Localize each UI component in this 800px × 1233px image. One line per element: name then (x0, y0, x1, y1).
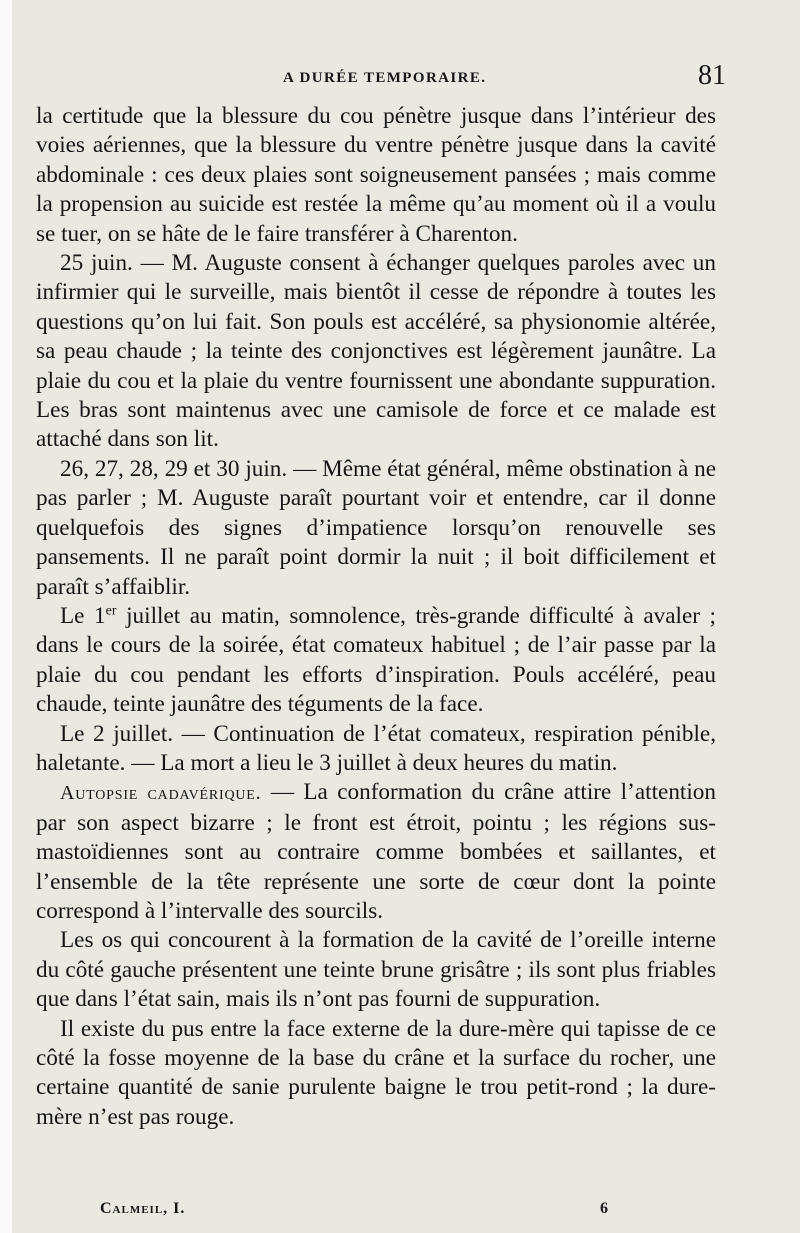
paragraph (36, 926, 716, 1014)
paragraph (36, 1015, 716, 1133)
paragraph-text: Le 2 juillet. — Continuation de l’état comateux, respiration pénible, haletante. — La mort a lieu le 3 juillet à deux heures du matin. (36, 720, 716, 776)
paragraph-text: juillet au matin, somnolence, très-grande difficulté à avaler ; dans le cours de la soirée, état comateux habituel ; de l’air passe par la plaie du cou pendant les efforts d’inspiration. Pouls accéléré, peau chaude, teinte jaunâtre des téguments de la face. (36, 602, 716, 718)
paragraph (36, 720, 716, 779)
section-heading: Autopsie cadavérique. (60, 782, 262, 805)
ordinal-superscript: er (105, 603, 117, 619)
paragraph-text: Il existe du pus entre la face externe de la dure-mère qui tapisse de ce côté la fosse moyenne de la base du crâne et la surface du rocher, une certaine quantité de sanie purulente baigne le trou petit-rond ; la dure-mère n’est pas rouge. (36, 1015, 716, 1130)
paragraph-text: 26, 27, 28, 29 et 30 juin. — Même état général, même obstination à ne pas parler ; M. Auguste paraît pourtant voir et entendre, car il donne quelquefois des signes d’impatience lorsqu’on renouvelle ses pansements. Il ne paraît point dormir la nuit ; il boit difficilement et paraît s’affaiblir. (36, 455, 716, 600)
paragraph (36, 102, 716, 249)
paragraph-text: Le 1 (60, 602, 106, 629)
page-edge (0, 0, 12, 1233)
paragraph-text: la certitude que la blessure du cou pénètre jusque dans l’intérieur des voies aériennes, que la blessure du ventre pénètre jusque dans la cavité abdominale : ces deux plaies sont soigneusement pansées ; mais comme la propension au suicide est restée la même qu’au moment où il a voulu se tuer, on se hâte de le faire transférer à Charenton. (36, 103, 716, 247)
paragraph (36, 778, 716, 926)
sheet-number: 6 (600, 1200, 608, 1217)
signature-mark: Calmeil, I. (100, 1200, 186, 1217)
paragraph (36, 602, 716, 720)
running-title: A DURÉE TEMPORAIRE. (283, 70, 487, 86)
page-header (36, 60, 726, 98)
page-number: 81 (698, 60, 726, 91)
paragraph-text: Les os qui concourent à la formation de la cavité de l’oreille interne du côté gauche présentent une teinte brune grisâtre ; ils sont plus friables que dans l’état sain, mais ils n’ont pas fourni de suppuration. (36, 927, 716, 1013)
page-footer (100, 1200, 620, 1226)
paragraph-text: 25 juin. — M. Auguste consent à échanger quelques paroles avec un infirmier qui le surveille, mais bientôt il cesse de répondre à toutes les questions qu’on lui fait. Son pouls est accéléré, sa physionomie altérée, sa peau chaude ; la teinte des conjonctives est légèrement jaunâtre. La plaie du cou et la plaie du ventre fournissent une abondante suppuration. Les bras sont maintenus avec une camisole de force et ce malade est attaché dans son lit. (36, 250, 716, 453)
paragraph (36, 249, 716, 455)
paragraph (36, 455, 716, 602)
paragraph-text: — La conformation du crâne attire l’attention par son aspect bizarre ; le front est étroit, pointu ; les régions sus-mastoïdiennes sont au contraire comme bombées et saillantes, et l’ensemble de la tête représente une sorte de cœur dont la pointe correspond à l’intervalle des sourcils. (36, 779, 716, 924)
body-text (36, 102, 716, 1132)
